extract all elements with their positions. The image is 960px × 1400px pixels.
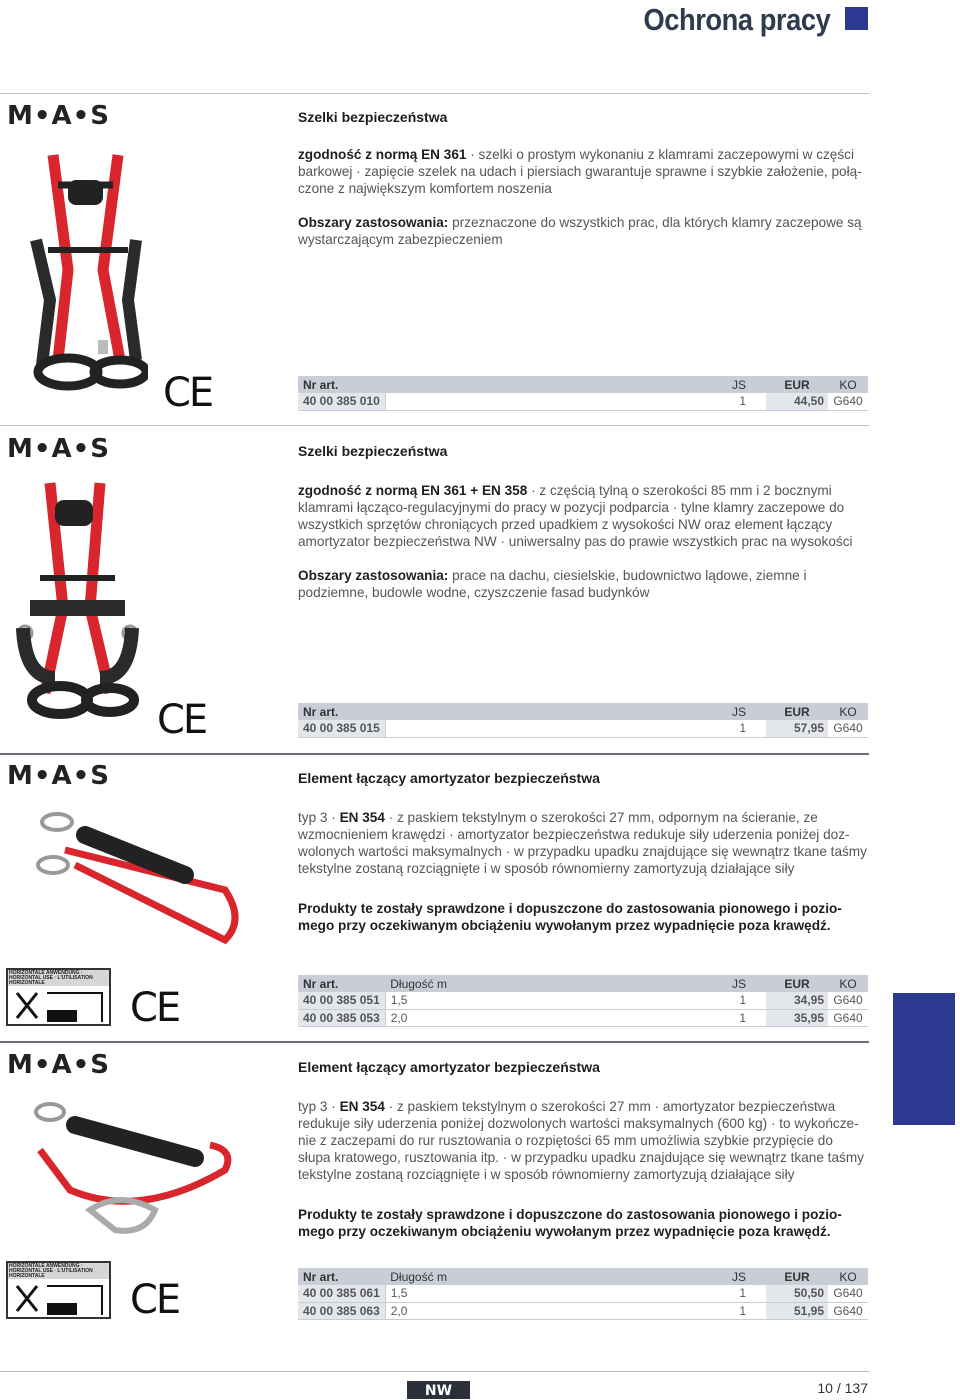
price-value: 51,95	[766, 1302, 828, 1319]
description-text: · szelki o prostym wykonaniu z klamrami zaczepowymi w części barkowej · zapięcie szelek na udach i piersiach gwarantuje sprawne i szybkie założenie, połą-czone z największym komfortem noszenia	[298, 147, 862, 196]
norm-label: zgodność z normą EN 361	[298, 147, 467, 162]
col-header-ko: KO	[828, 376, 868, 393]
col-header-eur: EUR	[766, 975, 828, 992]
section-rule	[0, 425, 869, 426]
approval-text: Produkty te zostały sprawdzone i dopuszczone do zastosowania pionowego i pozio-mego przy oczekiwanym obciążeniu wywołanym przez wypadnięcie poza krawędź.	[298, 1207, 842, 1239]
table-row	[298, 992, 868, 1009]
price-table	[298, 703, 868, 738]
areas-text: prace na dachu, ciesielskie, budownictwo lądowe, ziemne i podziemne, budowle wodne, czyszczenie fasad budynków	[298, 568, 807, 600]
description-text: · z częścią tylną o szerokości 85 mm i 2 bocznymi klamrami łącząco-regulacyjnymi do pracy w pozycji podparcia · tylne klamry zaczepowe do wszystkich sprzętów chroniących przed upadkiem z wysokości NW oraz element łączący amortyzator bezpieczeństwa NW · uniwersalny pas do prawie wszystkich prac na wysokości	[298, 483, 853, 549]
top-rule	[0, 93, 869, 94]
footer-rule	[0, 1371, 869, 1372]
brand-logo: M•A•S	[7, 761, 110, 791]
col-header-length	[385, 376, 708, 393]
harness-image	[28, 150, 148, 395]
areas-label: Obszary zastosowania:	[298, 215, 449, 230]
pictogram-icon	[12, 1281, 107, 1317]
header-accent-square	[845, 7, 868, 30]
lanyard-image	[35, 810, 245, 950]
table-header-row	[298, 975, 868, 992]
col-header-js: JS	[708, 975, 766, 992]
product-description	[298, 146, 868, 197]
unit-value: 1	[708, 1302, 766, 1319]
pictogram-icon	[12, 988, 107, 1024]
chapter-tab	[893, 993, 955, 1125]
horizontal-use-pictogram	[6, 968, 111, 1026]
col-header-length: Długość m	[385, 975, 708, 992]
ko-value: G640	[828, 1285, 868, 1302]
length-value	[385, 720, 708, 737]
areas-text: przeznaczone do wszystkich prac, dla których klamry zaczepowe są wystarczającym zabezpieczeniem	[298, 215, 862, 247]
areas-label: Obszary zastosowania:	[298, 568, 449, 583]
col-header-art: Nr art.	[298, 703, 385, 720]
norm-label: EN 354	[339, 810, 385, 825]
ce-mark: CE	[163, 370, 213, 416]
col-header-js: JS	[708, 376, 766, 393]
table-header-row	[298, 1268, 868, 1285]
length-value: 2,0	[385, 1009, 708, 1026]
article-number: 40 00 385 015	[298, 720, 385, 737]
product-description	[298, 1098, 868, 1183]
unit-value: 1	[708, 393, 766, 410]
pictogram-label: HORIZONTALE ANWENDUNG · HORIZONTAL USE · L'UTILISATION HORIZONTALE	[8, 970, 109, 986]
col-header-eur: EUR	[766, 1268, 828, 1285]
lanyard-image	[30, 1100, 240, 1240]
table-row	[298, 1009, 868, 1026]
price-table	[298, 975, 868, 1027]
table-row	[298, 720, 868, 737]
length-value: 1,5	[385, 992, 708, 1009]
page-number: 10 / 137	[817, 1380, 868, 1396]
col-header-ko: KO	[828, 1268, 868, 1285]
approval-note	[298, 1206, 868, 1240]
price-value: 44,50	[766, 393, 828, 410]
length-value	[385, 393, 708, 410]
description-text: · z paskiem tekstylnym o szerokości 27 mm · amortyzator bezpieczeństwa redukuje siły uderzenia poniżej dozwolonych wartości maksymalnych (600 kg) · to wykończe-nie z zaczepami do rur rusztowania o rozpiętości 65 mm umożliwia szybkie przypięcie do słupa kratowego, rusztowania itp. · w przypadku upadku znajdujące się wewnątrz tkane taśmy tekstylne zostaną rozciągnięte i w sposób równomierny zamortyzują działające siły	[298, 1099, 864, 1182]
unit-value: 1	[708, 1009, 766, 1026]
product-title: Szelki bezpieczeństwa	[298, 109, 448, 125]
type-label: typ 3 ·	[298, 1099, 340, 1114]
article-number: 40 00 385 053	[298, 1009, 385, 1026]
article-number: 40 00 385 061	[298, 1285, 385, 1302]
col-header-art: Nr art.	[298, 376, 385, 393]
section-rule	[0, 1041, 869, 1043]
product-description	[298, 809, 868, 877]
product-description	[298, 482, 868, 550]
logo-text: NW	[424, 1383, 453, 1399]
unit-value: 1	[708, 720, 766, 737]
price-table	[298, 1268, 868, 1320]
table-row	[298, 393, 868, 410]
col-header-ko: KO	[828, 703, 868, 720]
ce-mark: CE	[157, 697, 207, 743]
type-label: typ 3 ·	[298, 810, 340, 825]
ko-value: G640	[828, 992, 868, 1009]
table-header-row	[298, 376, 868, 393]
unit-value: 1	[708, 1285, 766, 1302]
col-header-js: JS	[708, 1268, 766, 1285]
price-value: 34,95	[766, 992, 828, 1009]
ce-mark: CE	[130, 1277, 180, 1323]
ko-value: G640	[828, 720, 868, 737]
col-header-js: JS	[708, 703, 766, 720]
col-header-eur: EUR	[766, 376, 828, 393]
description-text: · z paskiem tekstylnym o szerokości 27 mm, odpornym na ścieranie, ze wzmocnieniem krawędzi · amortyzator bezpieczeństwa redukuje siły uderzenia poniżej doz-wolonych wartości maksymalnych · w przypadku upadku znajdujące się wewnątrz tkane taśmy tekstylne zostaną rozciągnięte i w sposób równomierny zamortyzują działające siły	[298, 810, 867, 876]
table-row	[298, 1285, 868, 1302]
approval-note	[298, 900, 868, 934]
product-title: Element łączący amortyzator bezpieczeństwa	[298, 770, 600, 786]
norm-label: EN 354	[339, 1099, 385, 1114]
price-value: 50,50	[766, 1285, 828, 1302]
section-rule	[0, 753, 869, 755]
ko-value: G640	[828, 1302, 868, 1319]
unit-value: 1	[708, 992, 766, 1009]
norm-label: zgodność z normą EN 361 + EN 358	[298, 483, 528, 498]
ko-value: G640	[828, 1009, 868, 1026]
price-value: 35,95	[766, 1009, 828, 1026]
col-header-art: Nr art.	[298, 1268, 385, 1285]
harness-image	[15, 478, 140, 723]
col-header-eur: EUR	[766, 703, 828, 720]
product-title: Element łączący amortyzator bezpieczeństwa	[298, 1059, 600, 1075]
brand-logo: M•A•S	[7, 434, 110, 464]
brand-logo: M•A•S	[7, 101, 110, 131]
approval-text: Produkty te zostały sprawdzone i dopuszczone do zastosowania pionowego i pozio-mego przy oczekiwanym obciążeniu wywołanym przez wypadnięcie poza krawędź.	[298, 901, 842, 933]
col-header-ko: KO	[828, 975, 868, 992]
table-header-row	[298, 703, 868, 720]
brand-logo: M•A•S	[7, 1050, 110, 1080]
price-table	[298, 376, 868, 411]
ce-mark: CE	[130, 985, 180, 1031]
horizontal-use-pictogram	[6, 1261, 111, 1319]
article-number: 40 00 385 010	[298, 393, 385, 410]
col-header-length: Długość m	[385, 1268, 708, 1285]
col-header-length	[385, 703, 708, 720]
page-title: Ochrona pracy	[643, 2, 830, 37]
product-title: Szelki bezpieczeństwa	[298, 443, 448, 459]
table-row	[298, 1302, 868, 1319]
price-value: 57,95	[766, 720, 828, 737]
pictogram-label: HORIZONTALE ANWENDUNG · HORIZONTAL USE · L'UTILISATION HORIZONTALE	[8, 1263, 109, 1279]
ko-value: G640	[828, 393, 868, 410]
length-value: 2,0	[385, 1302, 708, 1319]
length-value: 1,5	[385, 1285, 708, 1302]
col-header-art: Nr art.	[298, 975, 385, 992]
article-number: 40 00 385 051	[298, 992, 385, 1009]
article-number: 40 00 385 063	[298, 1302, 385, 1319]
application-areas	[298, 567, 868, 601]
nw-logo	[407, 1381, 470, 1399]
application-areas	[298, 214, 868, 248]
